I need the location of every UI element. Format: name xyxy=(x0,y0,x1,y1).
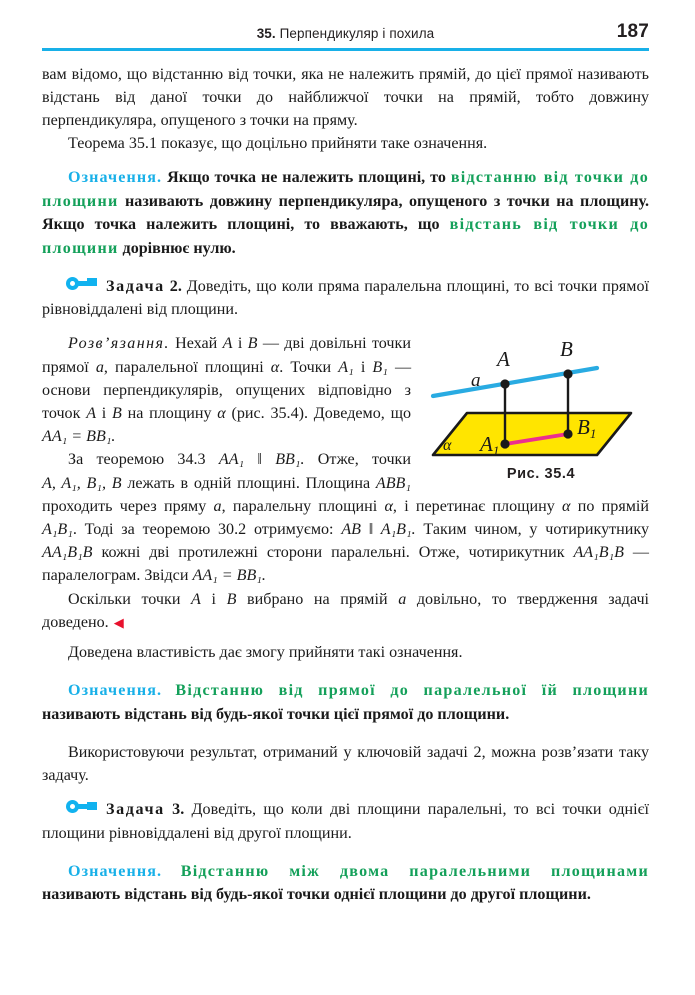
solution-text-e: — основи перпендикулярів, опущених відповідно з точок xyxy=(42,358,412,422)
key-icon xyxy=(66,800,97,813)
var-B1: B₁ xyxy=(372,358,388,376)
point-b1 xyxy=(563,430,572,439)
relation-parallel-2: AB ‖ A₁B₁. xyxy=(341,520,416,538)
label-point-a: A xyxy=(497,347,510,372)
relation-parallel-1: AA₁ ‖ BB₁. xyxy=(218,451,305,469)
proof-text-j: кожні дві протилежні сторони паралельні. Отже, чотирикутник xyxy=(101,544,565,562)
var-a-3: a xyxy=(213,497,222,515)
task-2 xyxy=(42,275,649,321)
figure-35-4 xyxy=(425,338,657,482)
paragraph-property-note: Доведена властивість дає змогу прийняти такі означення. xyxy=(68,643,463,661)
var-A1: A₁ xyxy=(338,358,354,376)
var-a-4: a xyxy=(398,590,407,608)
label-line-a: a xyxy=(471,370,481,392)
var-alpha-1: α xyxy=(270,358,280,376)
key-icon xyxy=(66,277,97,290)
conj-and-3: і xyxy=(101,404,107,422)
label-point-a1: A1 xyxy=(480,432,500,459)
proof-text-c: лежать в одній площині. Площина xyxy=(127,474,371,492)
conj-and-1: і xyxy=(237,335,243,353)
section-title xyxy=(257,26,435,44)
var-B-2: B xyxy=(112,404,122,422)
definition-3-term: Відстанню між двома паралельними площинами xyxy=(180,862,649,880)
paragraph-proof-2 xyxy=(42,588,649,634)
qed-marker: ◀ xyxy=(113,614,124,630)
definition-term-2: відстань від точки до площини xyxy=(42,216,649,257)
solution-text-g: (рис. 35.4). Доведемо, що xyxy=(231,404,412,422)
definition-text-part1: Якщо точка не належить площині, то xyxy=(167,169,446,187)
quadrilateral-2: AA₁B₁B xyxy=(573,544,624,562)
plane-abb1: ABB₁ xyxy=(375,474,411,492)
definition-2-term: Відстанню від прямої до паралельної їй площини xyxy=(175,682,649,700)
proof-text-e: , паралельну площині xyxy=(221,497,378,515)
points-list: A, A₁, B₁, B xyxy=(42,474,122,492)
var-alpha-3: α xyxy=(384,497,393,515)
section-number: 35. xyxy=(256,26,276,41)
var-alpha-4: α xyxy=(562,497,571,515)
section-title-text: Перпендикуляр і похила xyxy=(279,26,435,41)
proof-text-k: — паралелограм. Звідси xyxy=(42,544,649,585)
conj-and-2: і xyxy=(360,358,366,376)
var-A-2: A xyxy=(86,404,97,422)
label-point-b: B xyxy=(560,338,573,362)
task-2-text: Доведіть, що коли пряма паралельна площині, то всі точки прямої рівновіддалені від площини. xyxy=(42,277,649,319)
task-3-text: Доведіть, що коли дві площини паралельні, то всі точки однієї площини рівновіддалені від другої площини. xyxy=(42,801,649,842)
proof-text-m: вибрано на прямій xyxy=(247,590,388,608)
var-A-3: A xyxy=(191,590,201,608)
var-a: a xyxy=(95,358,104,376)
var-B: B xyxy=(247,335,258,353)
paragraph-theorem-reference: Теорема 35.1 показує, що доцільно прийняти таке означення. xyxy=(68,135,488,153)
running-head xyxy=(42,0,649,44)
proof-text-l: Оскільки точки xyxy=(68,590,181,608)
line-a xyxy=(433,368,597,396)
var-A: A xyxy=(222,335,233,353)
plane-alpha xyxy=(433,413,631,455)
point-b xyxy=(563,370,572,379)
definition-lead: Означення. xyxy=(68,169,163,187)
definition-term-1: відстанню від точки до площини xyxy=(42,169,649,210)
equation-final: AA₁ = BB₁. xyxy=(192,567,266,585)
paragraph-intro: вам відомо, що відстанню від точки, яка не належить прямій, до цієї прямої називають відстань від даної точки до найближчої точки на прямій, тобто довжину перпендикуляра, опущеного з точки на пряму. xyxy=(42,65,649,129)
task-2-number: 2. xyxy=(169,277,182,295)
point-a xyxy=(500,380,509,389)
label-point-b1: B1 xyxy=(577,415,597,442)
page-number: 187 xyxy=(616,21,649,42)
proof-text-d: проходить через пряму xyxy=(42,497,207,515)
proof-text-b: Отже, точки xyxy=(317,451,411,469)
definition-text-part3: дорівнює нулю. xyxy=(122,239,236,257)
quadrilateral-1: AA₁B₁B xyxy=(42,544,93,562)
solution-text-b: — дві довільні точки прямої xyxy=(42,335,411,376)
var-B-3: B xyxy=(226,590,237,608)
proof-text-f: , і перетинає площину xyxy=(392,497,555,515)
label-plane-alpha: α xyxy=(443,437,452,455)
proof-text-g: по прямій xyxy=(577,497,650,515)
definition-2-text: називають відстань від будь-якої точки цієї прямої до площини. xyxy=(42,705,510,723)
proof-text-h: . Тоді за теоремою 30.2 отримуємо: xyxy=(72,520,334,538)
var-alpha-2: α xyxy=(217,404,226,422)
figure-caption: Рис. 35.4 xyxy=(506,466,576,483)
solution-text-a: Нехай xyxy=(175,335,218,353)
definition-block-1 xyxy=(42,166,649,260)
point-a1 xyxy=(500,440,509,449)
definition-3-text: називають відстань від будь-якої точки однієї площини до другої площини. xyxy=(42,886,591,904)
definition-3-lead: Означення. xyxy=(68,862,163,880)
header-rule xyxy=(42,48,649,51)
paragraph-transition: Використовуючи результат, отриманий у ключовій задачі 2, можна розв’язати таку задачу. xyxy=(42,744,649,785)
proof-text-n: довільно, то твердження задачі доведено. xyxy=(42,590,650,631)
line-a1b1: A₁B₁ xyxy=(42,520,73,538)
task-3-number: 3. xyxy=(172,801,185,819)
conj-and-4: і xyxy=(211,590,216,608)
definition-text-part2: називають довжину перпендикуляра, опущеного з точки на площину. Якщо точка належить площині, то вважають, що xyxy=(42,192,649,234)
solution-text-f: на площину xyxy=(127,404,212,422)
proof-text-a: За теоремою 34.3 xyxy=(68,451,206,469)
solution-text-c: , паралельної площині xyxy=(103,358,264,376)
proof-text-i: Таким чином, у чотирикутнику xyxy=(423,520,650,538)
task-3-kicker: Задача xyxy=(106,801,165,819)
task-3 xyxy=(42,798,649,844)
definition-block-3 xyxy=(42,860,649,907)
equation-aa1-bb1: AA₁ = BB₁. xyxy=(42,428,116,446)
definition-2-lead: Означення. xyxy=(68,682,163,700)
solution-lead: Розв’язання. xyxy=(68,335,170,353)
task-2-kicker: Задача xyxy=(106,277,165,295)
solution-text-d: . Точки xyxy=(279,358,332,376)
definition-block-2 xyxy=(42,679,649,726)
figure-svg xyxy=(425,338,657,460)
